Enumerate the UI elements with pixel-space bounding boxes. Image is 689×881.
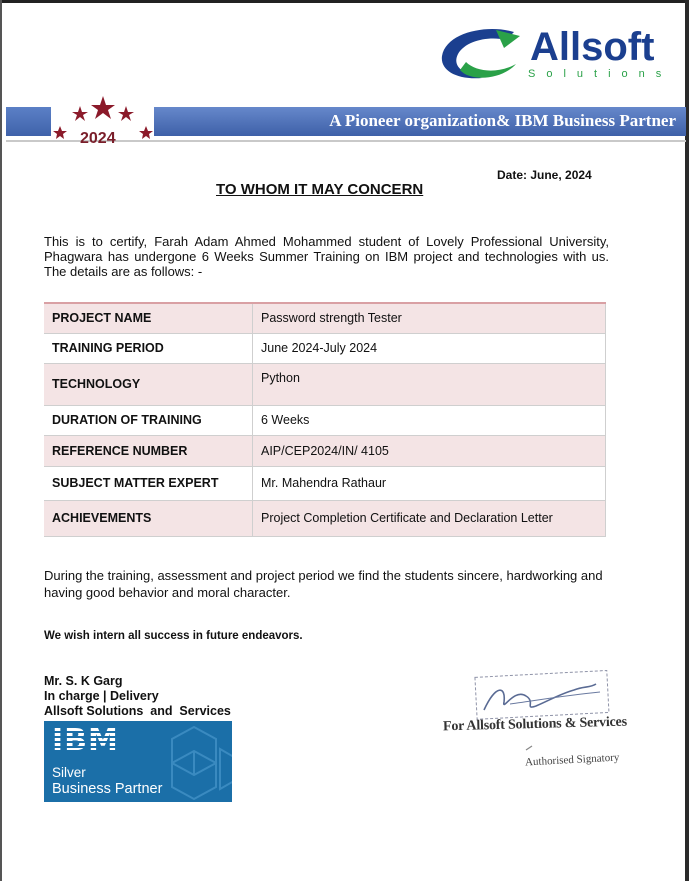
signatory-block [44, 674, 231, 719]
table-row [44, 303, 606, 333]
stamp-company: For Allsoft Solutions & Services [442, 714, 628, 735]
banner-year: 2024 [80, 130, 116, 147]
detail-value: Mr. Mahendra Rathaur [253, 466, 606, 500]
signatory-name: Mr. S. K Garg [44, 674, 123, 688]
ibm-tier: Silver [52, 765, 86, 780]
banner-tagline: A Pioneer organization& IBM Business Partner [329, 111, 676, 130]
signatory-company: Allsoft Solutions and Services [44, 704, 231, 718]
closing-paragraph: During the training, assessment and project period we find the students sincere, hardworking and having good behavior and moral character. [44, 568, 603, 600]
table-row [44, 405, 606, 435]
table-row [44, 435, 606, 466]
detail-value: Project Completion Certificate and Declaration Letter [253, 500, 606, 536]
swoosh-logo-icon [436, 26, 528, 84]
banner-band-right [154, 107, 686, 136]
cubes-pattern-icon [154, 721, 232, 802]
detail-key: PROJECT NAME [44, 303, 253, 333]
ibm-program: Business Partner [52, 781, 163, 797]
stamp-authorised-signatory: Authorised Signatory [524, 751, 620, 769]
table-row [44, 500, 606, 536]
handwritten-signature [484, 684, 596, 710]
logo-subtitle: Solutions [528, 68, 673, 80]
detail-key: TRAINING PERIOD [44, 333, 253, 363]
logo-wordmark: Allsoft [530, 25, 655, 69]
frame-top-edge [0, 0, 689, 3]
table-row [44, 363, 606, 405]
allsoft-logo [436, 24, 676, 86]
detail-value: 6 Weeks [253, 405, 606, 435]
detail-value: AIP/CEP2024/IN/ 4105 [253, 435, 606, 466]
frame-left-edge [0, 0, 2, 881]
detail-value: Password strength Tester [253, 303, 606, 333]
signatory-role: In charge | Delivery [44, 689, 159, 703]
banner-band-left [6, 107, 51, 136]
detail-key: ACHIEVEMENTS [44, 500, 253, 536]
details-table [44, 302, 606, 537]
letter-heading: TO WHOM IT MAY CONCERN [216, 181, 424, 198]
wish-line: We wish intern all success in future endeavors. [44, 630, 303, 642]
detail-value: Python [253, 363, 606, 405]
ibm-partner-badge [44, 721, 232, 802]
detail-key: REFERENCE NUMBER [44, 435, 253, 466]
intro-paragraph: This is to certify, Farah Adam Ahmed Mohammed student of Lovely Professional University, Phagwara has undergone 6 Weeks Summer Training on IBM project and technologies with us. The details are as follows: - [44, 234, 609, 279]
detail-key: DURATION OF TRAINING [44, 405, 253, 435]
ibm-logo: IBM [52, 723, 119, 758]
table-row [44, 466, 606, 500]
detail-key: TECHNOLOGY [44, 363, 253, 405]
detail-value: June 2024-July 2024 [253, 333, 606, 363]
letter-date: Date: June, 2024 [497, 168, 592, 182]
detail-key: SUBJECT MATTER EXPERT [44, 466, 253, 500]
table-row [44, 333, 606, 363]
